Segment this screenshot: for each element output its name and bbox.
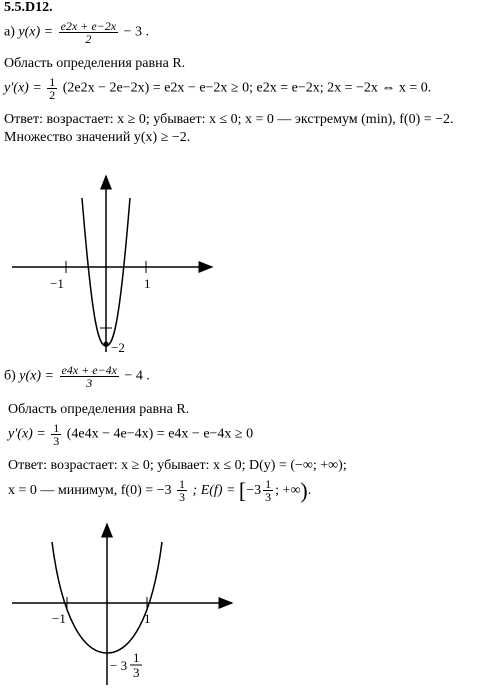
part-b-lhs: y(x) = — [19, 368, 54, 384]
graph-a — [0, 170, 240, 360]
graph-b-tick-neg: −1 — [52, 611, 66, 626]
part-a-derivative: y′(x) = $\frac{1}{2}$ (2e2x − 2e−2x) = e2x − e−2x ≥ 0; e2x = e−2x; 2x = −2x ⇔ x = 0. — [4, 75, 432, 102]
graph-a-min-label: −2 — [111, 340, 125, 355]
part-b-tail: − 4 . — [124, 368, 150, 384]
graph-a-tick-neg: −1 — [50, 276, 64, 291]
part-a-answer-line-1: Ответ: возрастает: x ≥ 0; убывает: x ≤ 0; x = 0 — экстремум (min), f(0) = −2. — [4, 112, 454, 127]
part-a-fraction: $\frac{e2x + e-2x}{2}$ — [60, 19, 117, 46]
left-bracket: [ — [238, 478, 247, 503]
part-b-deriv-coef: $\frac{1}{3}$ — [53, 421, 60, 448]
graph-b-min-label-den: 3 — [133, 665, 140, 680]
graph-b-min-label-num: 1 — [133, 650, 140, 665]
right-paren: ) — [300, 478, 308, 503]
part-b-answer-line-2: x = 0 — минимум, f(0) = −3 $\frac{1}{3}$ ; E(f) = [−3 $\frac{1}{3}$ ; +∞). — [8, 477, 312, 505]
graph-b-tick-pos: 1 — [144, 611, 151, 626]
part-a-deriv-coef: $\frac{1}{2}$ — [49, 75, 56, 102]
part-b-answer-line-1: Ответ: возрастает: x ≥ 0; убывает: x ≤ 0; D(y) = (−∞; +∞); — [8, 458, 347, 473]
graph-b — [0, 520, 260, 690]
part-b-domain: Область определения равна R. — [8, 402, 190, 417]
part-a-tail: − 3 . — [123, 24, 149, 40]
graph-a-tick-pos: 1 — [144, 276, 151, 291]
graph-b-min-label-whole: − 3 — [110, 658, 128, 673]
part-b-fraction: $\frac{e4x + e-4x}{3}$ — [61, 363, 117, 390]
part-a-domain: Область определения равна R. — [4, 56, 186, 71]
graph-a-min-point — [104, 342, 109, 347]
problem-number: 5.5.D12. — [4, 0, 53, 15]
part-a-label: а) — [4, 24, 15, 40]
part-a-answer-line-2: Множество значений y(x) ≥ −2. — [4, 130, 191, 145]
part-b-function — [4, 364, 150, 389]
part-b-derivative: y′(x) = $\frac{1}{3}$ (4e4x − 4e−4x) = e4x − e−4x ≥ 0 — [8, 421, 254, 448]
part-b-label: б) — [4, 368, 16, 384]
part-b-min-frac: $\frac{1}{3}$ — [179, 477, 186, 505]
part-a-lhs: y(x) = — [18, 24, 54, 40]
part-b-range-frac: $\frac{1}{3}$ — [265, 477, 272, 505]
part-a-function — [4, 20, 149, 45]
